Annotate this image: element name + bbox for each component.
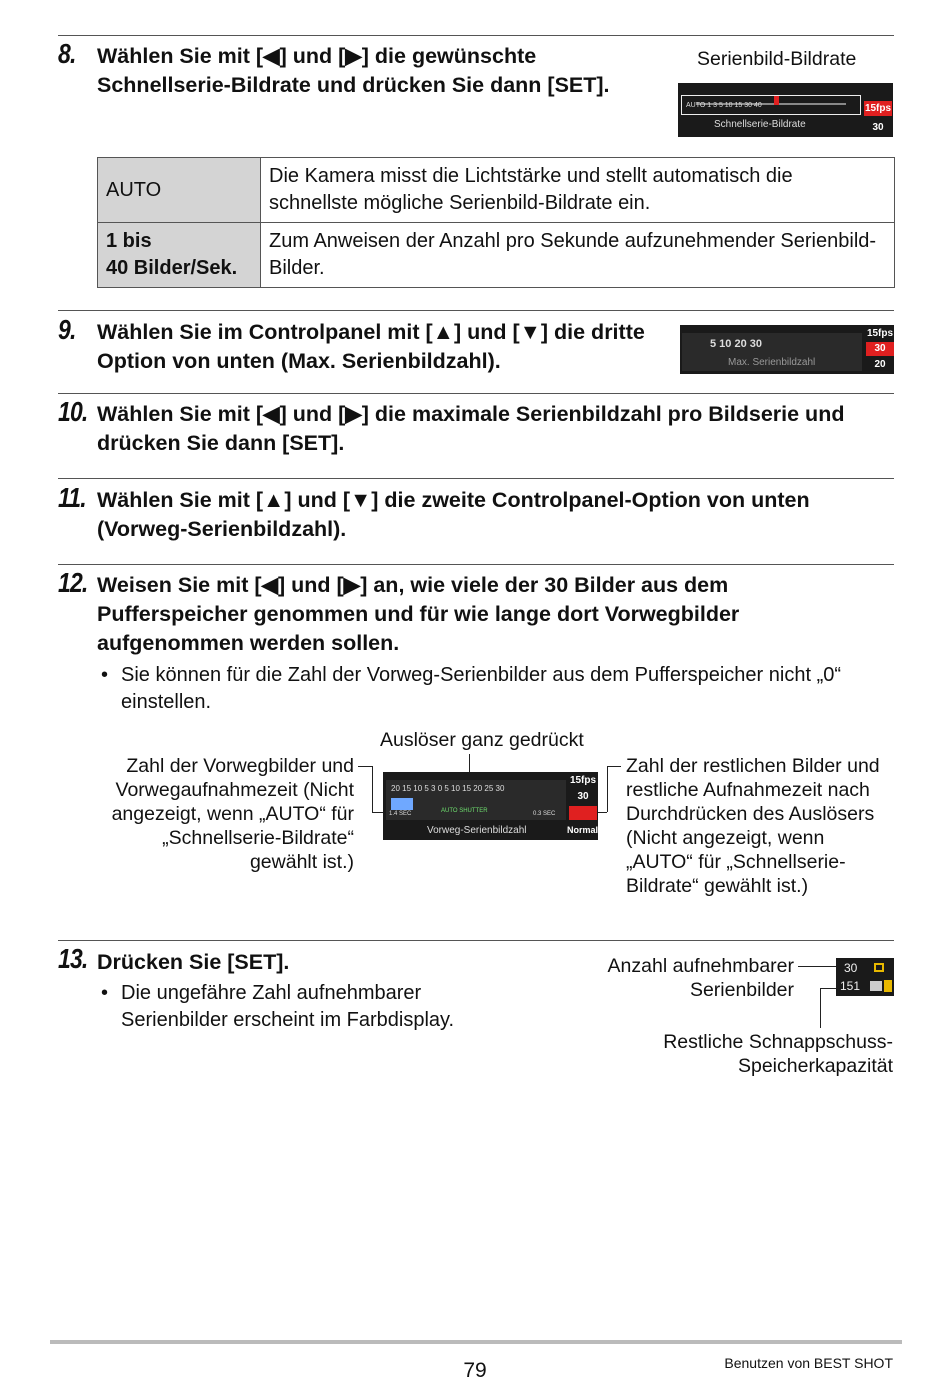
divider — [58, 940, 894, 941]
connector — [372, 766, 373, 812]
row-key — [98, 223, 261, 288]
row-value: Die Kamera misst die Lichtstärke und stellt automatisch die schnellste mögliche Serienbild-Bildrate ein. — [261, 158, 895, 223]
row-key-line: 40 Bilder/Sek. — [106, 257, 238, 279]
fps-badge: 15fps — [864, 103, 892, 114]
camera-screen-maxcount — [680, 325, 894, 374]
connector — [798, 966, 836, 967]
quality-badge: Normal — [567, 825, 598, 835]
camera-screen-prerecord — [383, 772, 598, 840]
step-12-text: Weisen Sie mit [◀] und [▶] an, wie viele der 30 Bilder aus dem Pufferspeicher genommen und für wie lange dort Vorwegbilder aufgenommen werden sollen. — [97, 573, 740, 655]
fps-badge: 15fps — [569, 775, 597, 786]
step-number: 9. — [58, 314, 76, 345]
step-13-text: Drücken Sie [SET]. — [97, 950, 290, 974]
connector — [607, 766, 621, 767]
label-anzahl: Anzahl aufnehmbarer Serienbilder — [607, 955, 794, 1001]
bullet: • — [101, 664, 109, 686]
page-number: 79 — [463, 1359, 487, 1382]
count-badge-2: 20 — [874, 359, 886, 370]
step-number: 12. — [58, 567, 88, 598]
scale: 20 15 10 5 3 0 5 10 15 20 25 30 — [391, 784, 505, 793]
step-number: 10. — [58, 396, 88, 427]
table-row — [98, 158, 895, 223]
label-ausloeser: Auslöser ganz gedrückt — [380, 729, 584, 751]
footer-bar — [50, 1340, 902, 1344]
auto-shutter: AUTO SHUTTER — [441, 808, 488, 814]
label-vorweg: Zahl der Vorwegbilder und Vorwegaufnahmezeit (Nicht angezeigt, wenn „AUTO“ für „Schnellserie-Bildrate“ gewählt ist.) — [111, 755, 354, 873]
row-key-line: 1 bis — [106, 230, 152, 252]
step-9-text: Wählen Sie im Controlpanel mit [▲] und [▼] die dritte Option von unten (Max. Serienbildzahl). — [97, 320, 645, 373]
divider — [58, 564, 894, 565]
options-table — [97, 157, 895, 288]
table-row — [98, 223, 895, 288]
step-number: 8. — [58, 38, 76, 69]
snapshot-capacity: 151 — [840, 979, 861, 993]
divider — [58, 393, 894, 394]
right-time: 0.3 SEC — [533, 811, 556, 817]
left-time: 1.4 SEC — [389, 811, 412, 817]
count-badge: 30 — [872, 122, 884, 133]
screen-caption: Vorweg-Serienbildzahl — [427, 825, 527, 836]
count-badge: 30 — [577, 791, 589, 802]
step-13-note: Die ungefähre Zahl aufnehmbarer Serienbilder erscheint im Farbdisplay. — [121, 982, 455, 1031]
connector — [820, 988, 836, 989]
row-key: AUTO — [98, 158, 261, 223]
scale: 5 10 20 30 — [710, 338, 762, 350]
label-restliche: Zahl der restlichen Bilder und restliche Aufnahmezeit nach Durchdrücken des Auslösers (Nicht angezeigt, wenn „AUTO“ für „Schnellserie-Bildrate“ gewählt ist.) — [626, 755, 880, 897]
fps-badge: 15fps — [866, 328, 894, 339]
screen-caption: Max. Serienbildzahl — [728, 357, 816, 368]
label-serienbild-bildrate: Serienbild-Bildrate — [697, 48, 857, 70]
section-title: Benutzen von BEST SHOT — [724, 1355, 893, 1371]
divider — [58, 310, 894, 311]
scale: AUTO 1 3 5 10 15 30 40 — [686, 102, 762, 109]
step-11-text: Wählen Sie mit [▲] und [▼] die zweite Controlpanel-Option von unten (Vorweg-Serienbildzahl). — [97, 488, 810, 541]
step-number: 11. — [58, 482, 86, 513]
row-value: Zum Anweisen der Anzahl pro Sekunde aufzunehmender Serienbild-Bilder. — [261, 223, 895, 288]
serial-count: 30 — [844, 961, 858, 975]
step-number: 13. — [58, 943, 88, 974]
divider — [58, 478, 894, 479]
count-badge: 30 — [866, 342, 894, 356]
step-10-text: Wählen Sie mit [◀] und [▶] die maximale Serienbildzahl pro Bildserie und drücken Sie dann [SET]. — [97, 402, 845, 455]
divider — [58, 35, 894, 36]
label-restliche-speicher: Restliche Schnappschuss-Speicherkapazität — [663, 1031, 893, 1077]
bullet: • — [101, 982, 109, 1004]
connector — [820, 988, 821, 1028]
camera-screen-framerate — [678, 83, 893, 137]
color-display — [836, 958, 894, 996]
step-8-text: Wählen Sie mit [◀] und [▶] die gewünschte Schnellserie-Bildrate und drücken Sie dann [SET]. — [97, 44, 610, 97]
step-12-note: Sie können für die Zahl der Vorweg-Serienbilder aus dem Pufferspeicher nicht „0“ einstellen. — [121, 664, 842, 713]
connector — [607, 766, 608, 812]
screen-caption: Schnellserie-Bildrate — [714, 119, 806, 130]
connector — [358, 766, 372, 767]
